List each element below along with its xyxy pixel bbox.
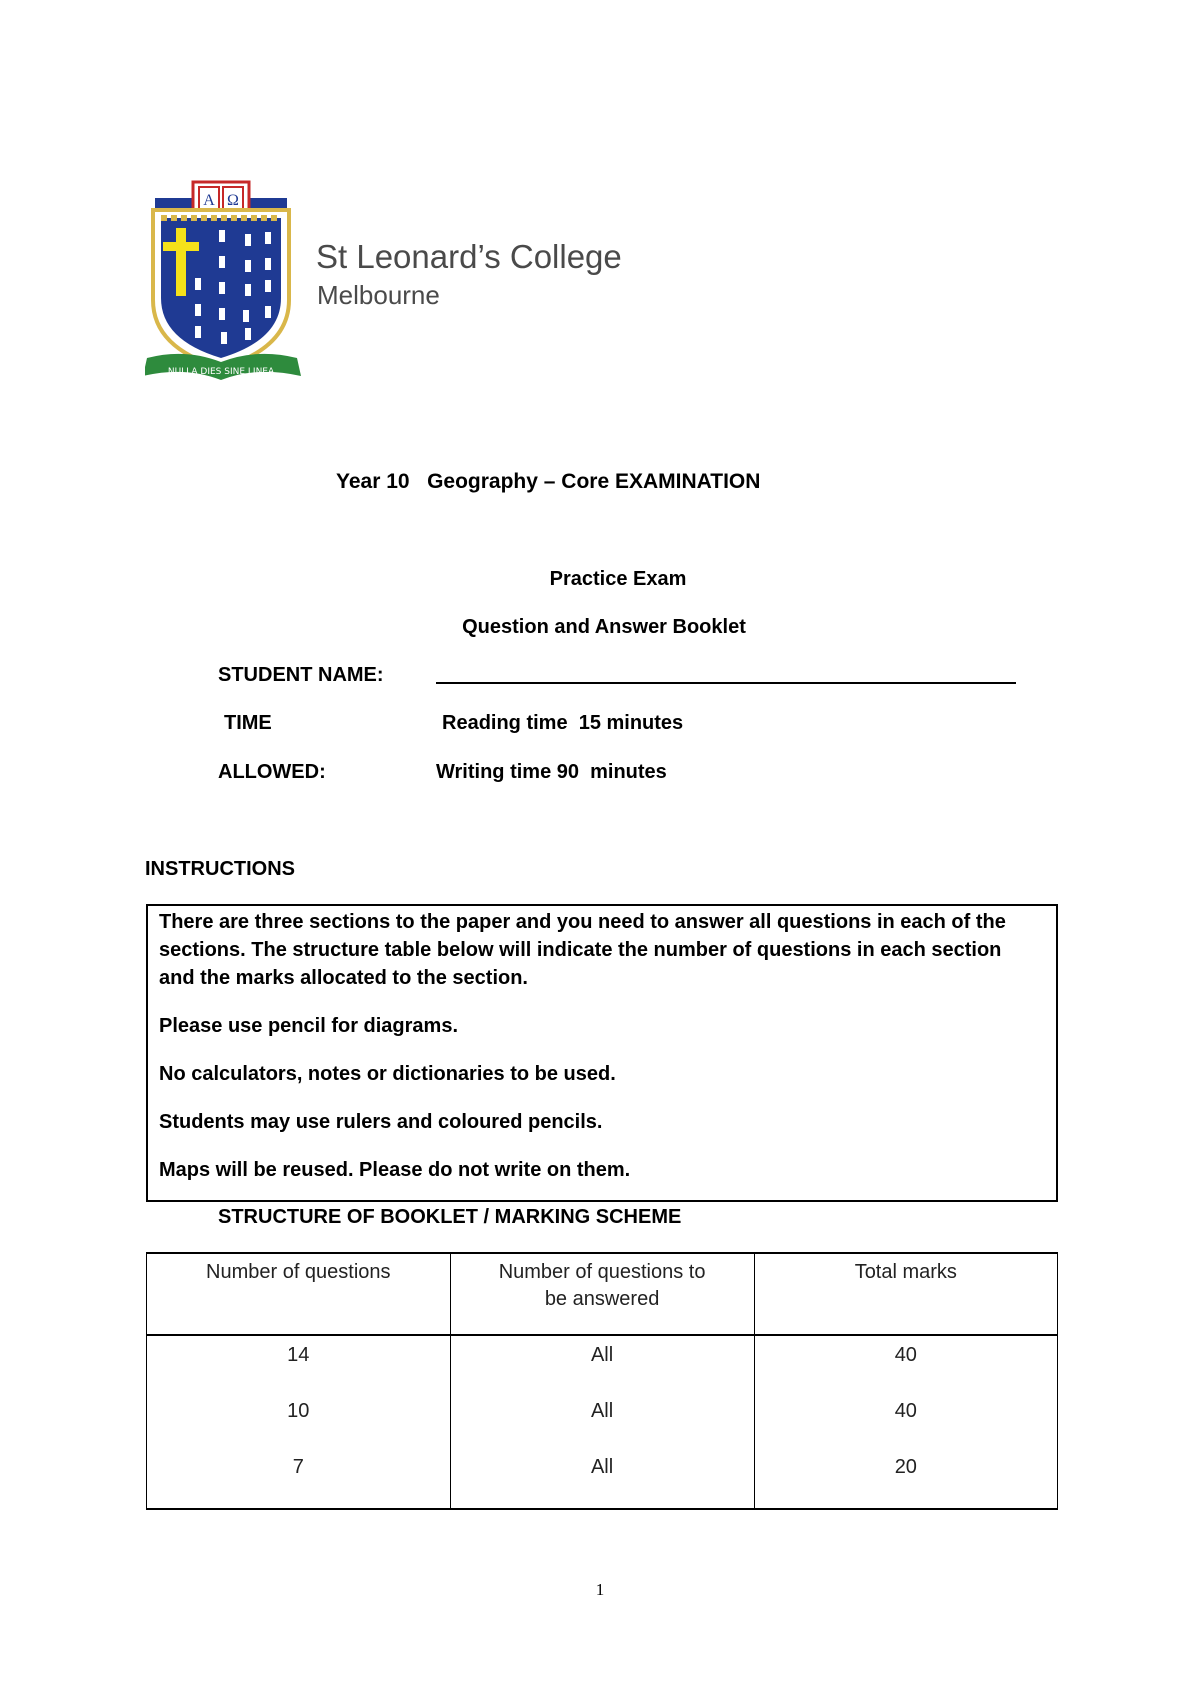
page-number: 1 — [595, 1580, 605, 1599]
booklet-title: Question and Answer Booklet — [462, 616, 746, 638]
table-header-cell: Number of questions — [147, 1253, 451, 1335]
reading-time: Reading time 15 minutes — [442, 712, 684, 734]
table-row — [147, 1392, 1058, 1448]
table-cell: All — [450, 1392, 754, 1448]
college-crest-logo — [145, 180, 310, 385]
table-cell: 40 — [754, 1392, 1057, 1448]
college-name: St Leonard’s College — [316, 238, 622, 275]
student-name-line[interactable] — [436, 682, 1016, 684]
table-cell: 14 — [147, 1335, 451, 1392]
table-row — [147, 1335, 1058, 1392]
table-row — [147, 1448, 1058, 1509]
table-cell: All — [450, 1335, 754, 1392]
instructions-heading: INSTRUCTIONS — [145, 858, 295, 880]
instruction-item: Students may use rulers and coloured pencils. — [159, 1111, 603, 1133]
svg-text:A: A — [203, 192, 215, 209]
exam-subtitle: Practice Exam — [549, 568, 687, 590]
exam-title: Year 10 Geography – Core EXAMINATION — [336, 470, 761, 493]
table-cell: All — [450, 1448, 754, 1509]
table-header-row — [147, 1253, 1058, 1335]
instruction-item: Maps will be reused. Please do not write on them. — [159, 1159, 631, 1181]
college-city: Melbourne — [317, 280, 440, 310]
instruction-item: There are three sections to the paper and you need to answer all questions in each of the sections. The structure table below will indicate the number of questions in each section and the marks allocated to the section. — [159, 911, 1006, 989]
writing-time: Writing time 90 minutes — [436, 761, 667, 783]
table-cell: 20 — [754, 1448, 1057, 1509]
instruction-item: No calculators, notes or dictionaries to be used. — [159, 1063, 616, 1085]
allowed-label: ALLOWED: — [218, 761, 326, 783]
svg-text:NULLA DIES SINE LINEA: NULLA DIES SINE LINEA — [167, 367, 275, 377]
time-label: TIME — [224, 712, 272, 734]
structure-table — [146, 1252, 1058, 1510]
table-cell: 40 — [754, 1335, 1057, 1392]
table-cell: 10 — [147, 1392, 451, 1448]
table-header-cell — [450, 1253, 754, 1335]
svg-text:Ω: Ω — [227, 192, 239, 209]
student-name-label: STUDENT NAME: — [218, 664, 384, 686]
instruction-item: Please use pencil for diagrams. — [159, 1015, 459, 1037]
table-header-cell: Total marks — [754, 1253, 1057, 1335]
table-cell: 7 — [147, 1448, 451, 1509]
structure-heading: STRUCTURE OF BOOKLET / MARKING SCHEME — [218, 1206, 682, 1228]
instructions-box — [146, 904, 1058, 1202]
table-header-text: Number of questions to be answered — [498, 1261, 706, 1310]
